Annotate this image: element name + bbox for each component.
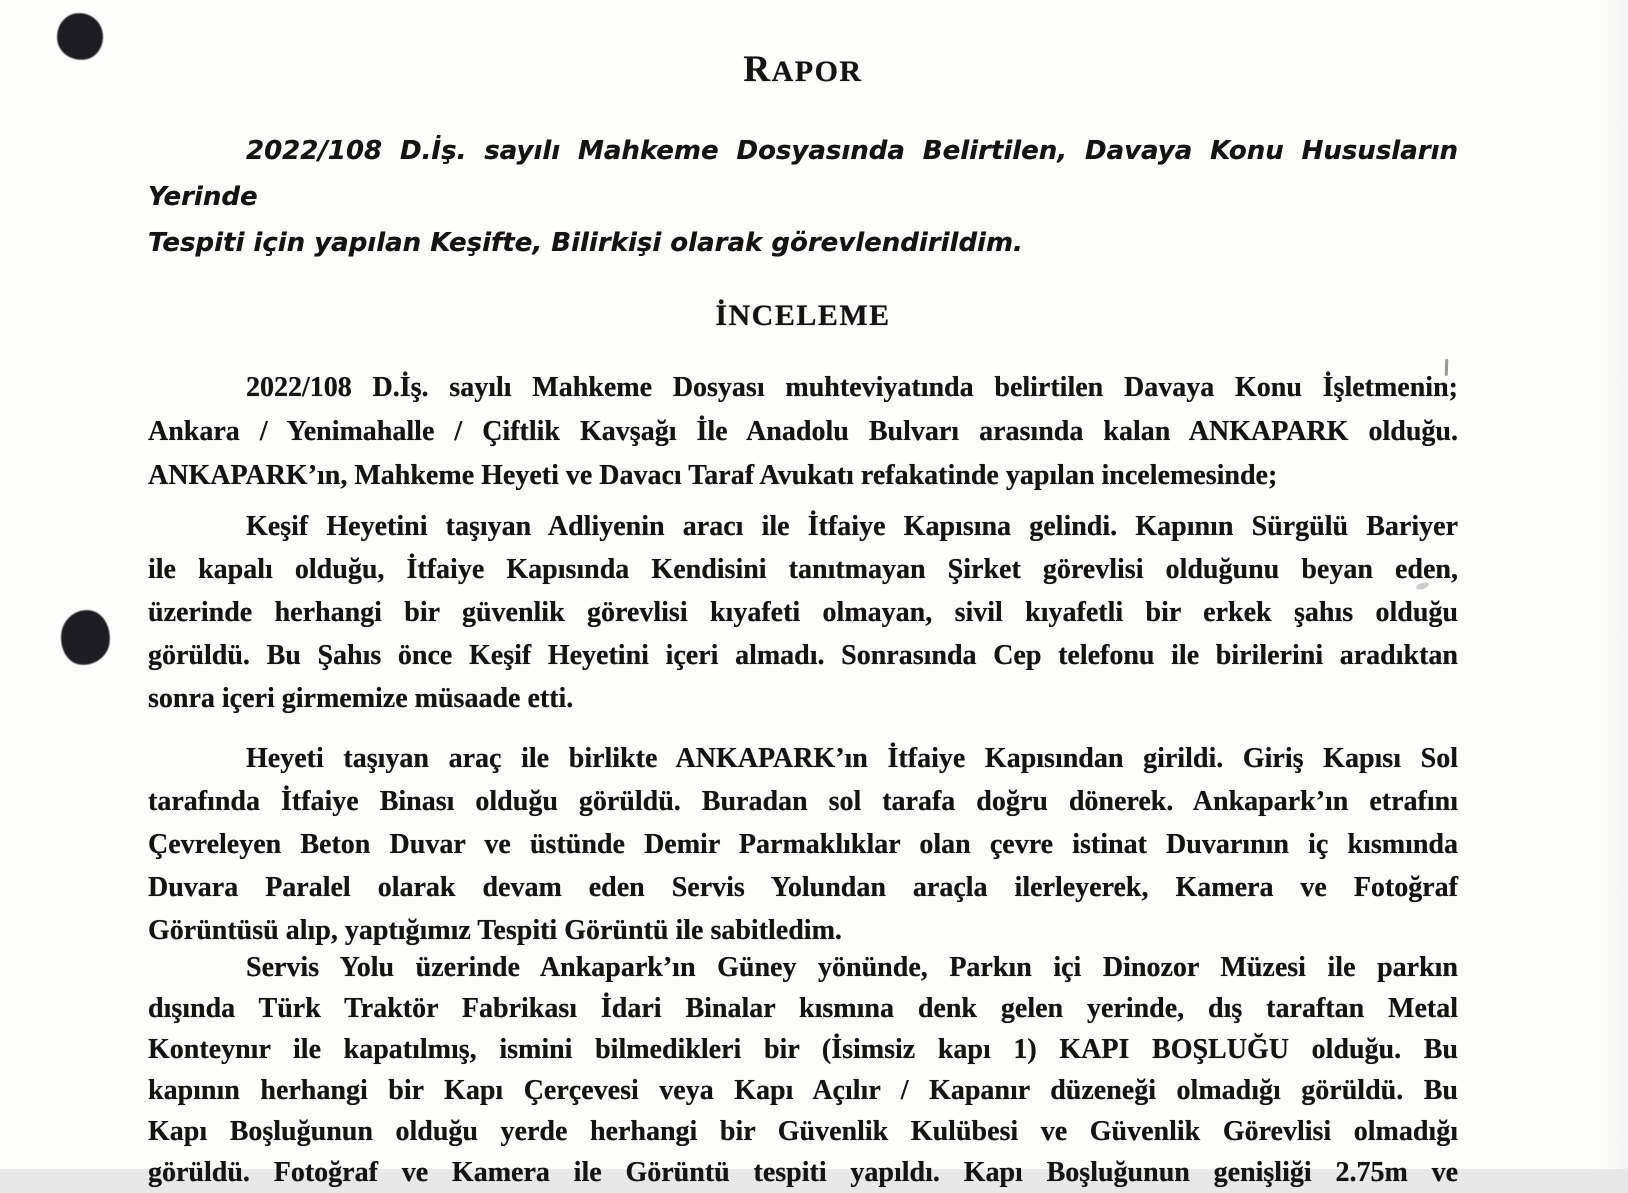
text-line: Heyeti taşıyan araç ile birlikte ANKAPARK’ın İtfaiye Kapısından girildi. Giriş Kapısı Sol bbox=[246, 743, 1458, 774]
section-heading: İNCELEME bbox=[715, 299, 891, 332]
report-title: RAPOR bbox=[743, 49, 863, 90]
text-line: Servis Yolu üzerinde Ankapark’ın Güney yönünde, Parkın içi Dinozor Müzesi ile parkın bbox=[246, 952, 1458, 983]
report-paragraph bbox=[148, 505, 1458, 720]
text-line: 2022/108 D.İş. sayılı Mahkeme Dosyası muhteviyatında belirtilen Davaya Konu İşletmenin; bbox=[246, 372, 1458, 403]
text-line: Çevreleyen Beton Duvar ve üstünde Demir Parmaklıklar olan çevre istinat Duvarının iç kısmında bbox=[148, 829, 1458, 860]
report-paragraph bbox=[148, 737, 1458, 952]
text-line: Tespiti için yapılan Keşifte, Bilirkişi olarak görevlendirildim. bbox=[148, 228, 1023, 258]
text-line: Görüntüsü alıp, yaptığımız Tespiti Görüntü ile sabitledim. bbox=[148, 915, 842, 946]
text-line: Konteynır ile kapatılmış, ismini bilmedikleri bir (İsimsiz kapı 1) KAPI BOŞLUĞU olduğu. Bu bbox=[148, 1034, 1458, 1065]
hole-punch-mark-middle bbox=[58, 608, 112, 668]
text-line: Kapı Boşluğunun olduğu yerde herhangi bir Güvenlik Kulübesi ve Güvenlik Görevlisi olmadığı bbox=[148, 1116, 1458, 1147]
assignment-note bbox=[148, 128, 1458, 266]
text-line: dışında Türk Traktör Fabrikası İdari Binalar kısmına denk gelen yerinde, dış taraftan Metal bbox=[148, 993, 1458, 1024]
hole-punch-mark-top bbox=[54, 10, 106, 63]
text-line: sonra içeri girmemize müsaade etti. bbox=[148, 683, 574, 714]
text-line: Duvara Paralel olarak devam eden Servis Yolundan araçla ilerleyerek, Kamera ve Fotoğraf bbox=[148, 872, 1458, 903]
report-paragraph bbox=[148, 947, 1458, 1193]
text-line: ile kapalı olduğu, İtfaiye Kapısında Kendisini tanıtmayan Şirket görevlisi olduğunu beyan eden, bbox=[148, 554, 1458, 585]
text-line: 2022/108 D.İş. sayılı Mahkeme Dosyasında Belirtilen, Davaya Konu Hususların Yerinde bbox=[148, 136, 1458, 212]
text-line: görüldü. Bu Şahıs önce Keşif Heyetini içeri almadı. Sonrasında Cep telefonu ile birilerini aradıktan bbox=[148, 640, 1458, 671]
text-line: tarafında İtfaiye Binası olduğu görüldü. Buradan sol tarafa doğru dönerek. Ankapark’ın etrafını bbox=[148, 786, 1458, 817]
text-line: üzerinde herhangi bir güvenlik görevlisi kıyafeti olmayan, sivil kıyafetli bir erkek şahıs olduğu bbox=[148, 597, 1458, 628]
text-line: Ankara / Yenimahalle / Çiftlik Kavşağı İle Anadolu Bulvarı arasında kalan ANKAPARK olduğu. bbox=[148, 416, 1458, 447]
report-paragraph bbox=[148, 366, 1458, 498]
text-line: ANKAPARK’ın, Mahkeme Heyeti ve Davacı Taraf Avukatı refakatinde yapılan incelemesinde; bbox=[148, 460, 1278, 491]
scan-edge-shading bbox=[1594, 0, 1628, 1169]
text-line: görüldü. Fotoğraf ve Kamera ile Görüntü tespiti yapıldı. Kapı Boşluğunun genişliği 2.75m ve bbox=[148, 1157, 1458, 1188]
text-line: kapının herhangi bir Kapı Çerçevesi veya Kapı Açılır / Kapanır düzeneği olmadığı görüldü. Bu bbox=[148, 1075, 1458, 1106]
text-line: Keşif Heyetini taşıyan Adliyenin aracı ile İtfaiye Kapısına gelindi. Kapının Sürgülü Bariyer bbox=[246, 511, 1458, 542]
